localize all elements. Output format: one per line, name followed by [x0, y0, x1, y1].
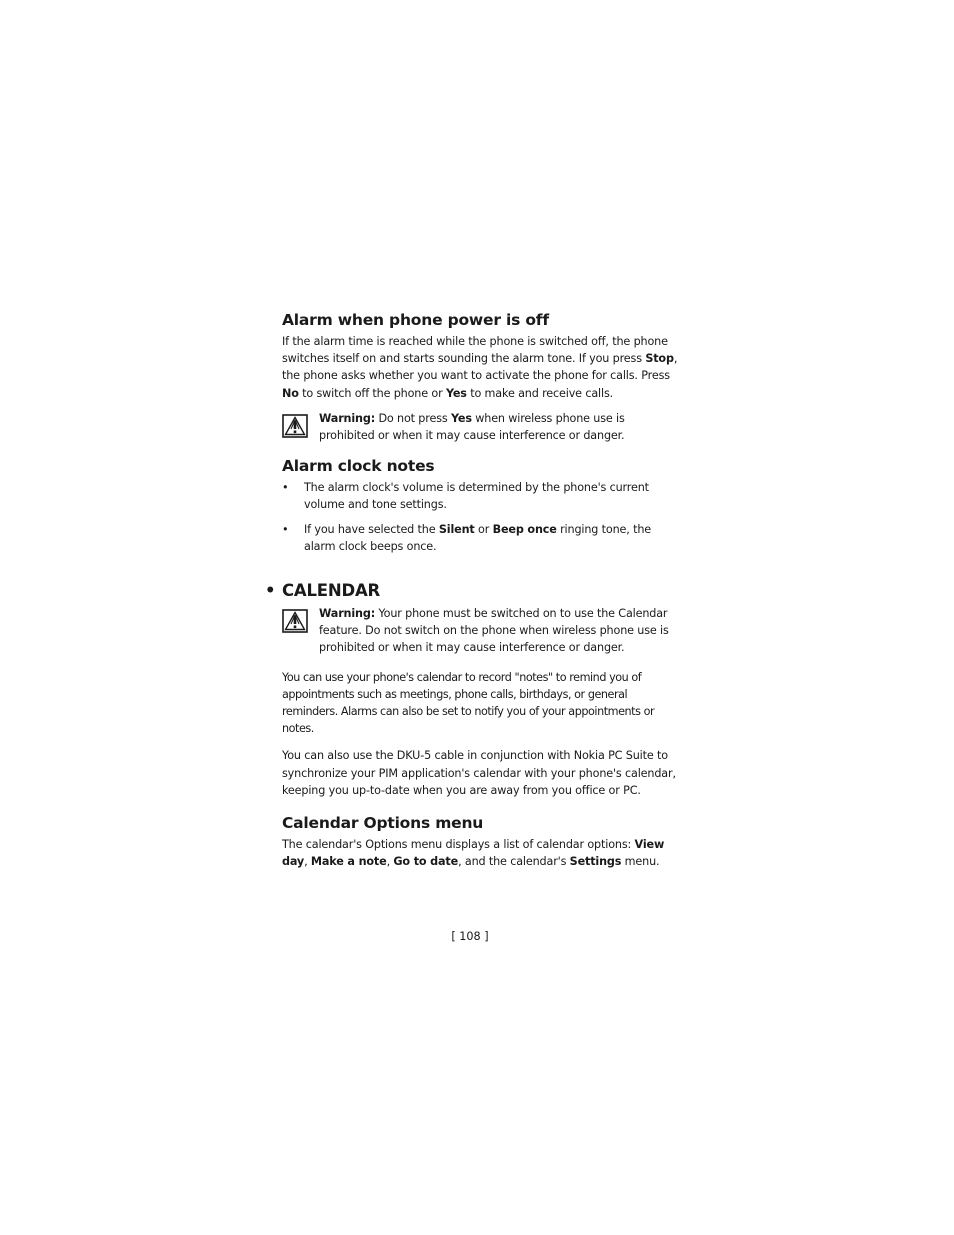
text: Do not press	[375, 411, 451, 425]
heading-alarm-clock-notes: Alarm clock notes	[282, 457, 435, 476]
text: to switch off the phone or	[298, 386, 446, 400]
heading-alarm-power-off: Alarm when phone power is off	[282, 311, 549, 329]
text: The calendar's Options menu displays a list of calendar options:	[282, 838, 635, 852]
section-title: CALENDAR	[282, 581, 381, 601]
text: to make and receive calls.	[466, 386, 614, 400]
bullet-icon: •	[282, 522, 289, 536]
page-number: [ 108 ]	[451, 930, 489, 943]
section-bullet-icon: •	[265, 581, 276, 601]
warning-label: Warning:	[319, 607, 376, 621]
keyword-view-day: View day	[282, 838, 665, 869]
paragraph-calendar-intro: You can use your phone's calendar to record "notes" to remind you of appointments such as meetings, phone calls, birthdays, or general reminders. Alarms can also be set to notify you of your appointments or notes.	[282, 670, 655, 736]
text: The alarm clock's volume is determined by the phone's current volume and tone settings.	[304, 481, 649, 512]
list-item	[282, 479, 682, 513]
keyword-settings: Settings	[569, 855, 622, 869]
warning-text-calendar	[319, 605, 682, 657]
warning-note-alarm	[282, 410, 682, 444]
keyword-go-to-date: Go to date	[393, 855, 459, 869]
keyword-stop: Stop	[645, 352, 674, 366]
keyword-silent: Silent	[438, 522, 475, 536]
text: If you have selected the	[304, 522, 439, 536]
warning-label: Warning:	[319, 411, 376, 425]
paragraph-calendar-sync: You can also use the DKU-5 cable in conjunction with Nokia PC Suite to synchronize your PIM application's calendar with your phone's calendar, keeping you up-to-date when you are away from you office or PC.	[282, 749, 676, 797]
keyword-yes: Yes	[445, 386, 467, 400]
keyword-beep-once: Beep once	[492, 522, 557, 536]
text: when wireless phone use is prohibited or when it may cause interference or danger.	[319, 411, 625, 443]
spacer	[282, 805, 682, 813]
warning-note-calendar	[282, 605, 682, 657]
text: , and the calendar's	[458, 855, 570, 869]
warning-text-alarm	[319, 410, 682, 444]
text: menu.	[621, 855, 660, 869]
paragraph-alarm-power-off	[282, 333, 682, 402]
heading-calendar	[265, 581, 682, 601]
text: ,	[386, 855, 394, 869]
bullet-icon: •	[282, 481, 289, 495]
keyword-no: No	[282, 386, 299, 400]
text: If the alarm time is reached while the phone is switched off, the phone switches itself on and starts sounding the alarm tone. If you press	[282, 335, 668, 366]
page-content	[265, 310, 682, 876]
text: or	[474, 522, 493, 536]
keyword-yes: Yes	[450, 411, 472, 425]
text: Your phone must be switched on to use the Calendar feature. Do not switch on the phone when wireless phone use is prohibited or when it may cause interference or danger.	[319, 607, 669, 655]
text: ,	[304, 855, 311, 869]
keyword-make-note: Make a note	[310, 855, 387, 869]
list-item	[282, 521, 682, 555]
alarm-notes-list	[282, 479, 682, 555]
paragraph-calendar-options	[282, 836, 682, 870]
warning-triangle-icon	[282, 609, 308, 633]
text: , the phone asks whether you want to activate the phone for calls. Press	[282, 352, 678, 383]
warning-triangle-icon	[282, 414, 308, 438]
heading-calendar-options: Calendar Options menu	[282, 814, 484, 833]
text: ringing tone, the alarm clock beeps once.	[304, 522, 651, 553]
